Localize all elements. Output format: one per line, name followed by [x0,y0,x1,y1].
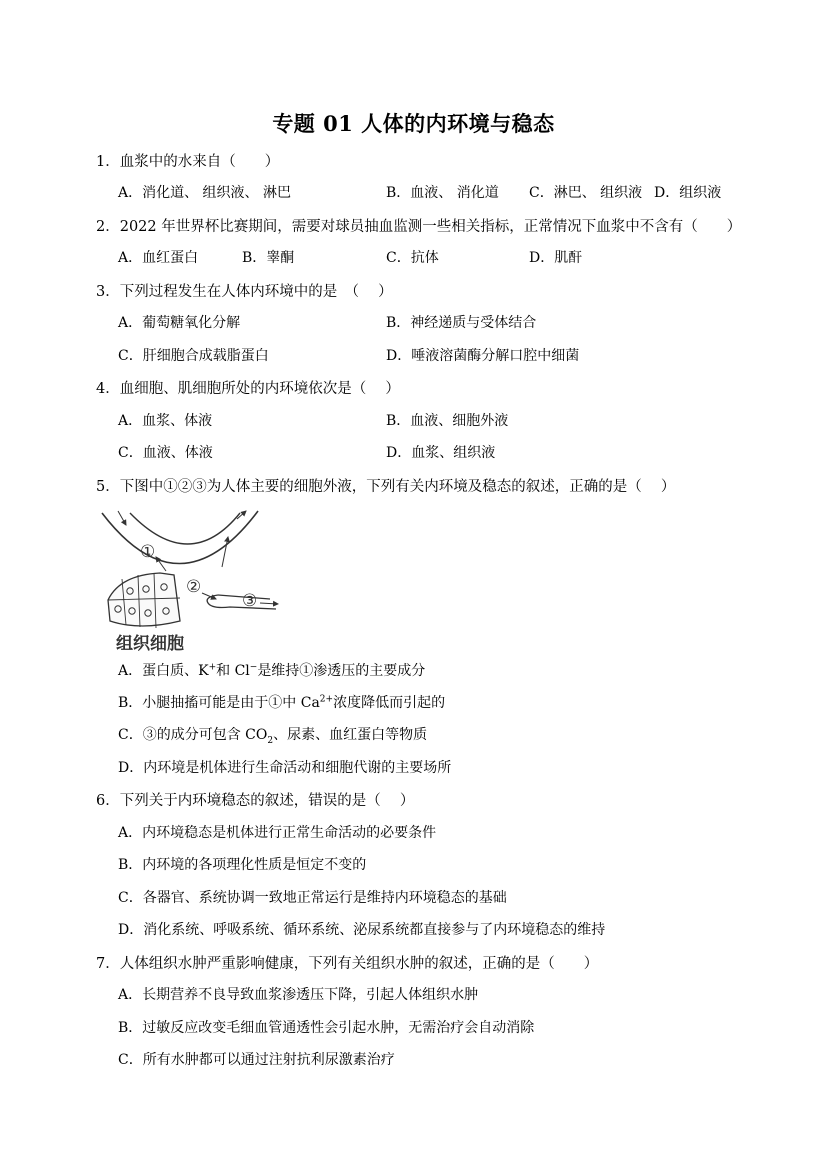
question-6-stem: 6．下列关于内环境稳态的叙述，错误的是（ ） [96,793,415,809]
q6-option-b: B．内环境的各项理化性质是恒定不变的 [118,857,367,873]
q6-option-d: D．消化系统、呼吸系统、循环系统、泌尿系统都直接参与了内环境稳态的维持 [118,922,606,938]
q2-option-b: B．睾酮 [242,250,295,266]
q4-option-b: B．血液、细胞外液 [386,413,509,429]
question-2-stem: 2．2022 年世界杯比赛期间，需要对球员抽血监测一些相关指标，正常情况下血浆中不含有（ ） [96,219,742,235]
question-3-stem: 3．下列过程发生在人体内环境中的是 （ ） [96,284,393,300]
q2-option-c: C．抗体 [386,250,439,266]
question-1-stem: 1．血浆中的水来自（ ） [96,154,280,170]
q7-option-c: C．所有水肿都可以通过注射抗利尿激素治疗 [118,1052,395,1068]
question-4-stem: 4．血细胞、肌细胞所处的内环境依次是（ ） [96,381,400,397]
q1-option-b: B．血液、 消化道 [386,185,499,201]
q4-option-c: C．血液、体液 [118,445,213,461]
mark-2: ② [186,577,202,597]
q6-option-c: C．各器官、系统协调一致地正常运行是维持内环境稳态的基础 [118,890,507,906]
q4-option-d: D．血浆、组织液 [386,445,496,461]
q5-option-a: A．蛋白质、K+和 Cl−是维持①渗透压的主要成分 [118,662,426,679]
q7-option-a: A．长期营养不良导致血浆渗透压下降，引起人体组织水肿 [118,987,479,1003]
q5-option-d: D．内环境是机体进行生命活动和细胞代谢的主要场所 [118,760,452,776]
q1-option-d: D．组织液 [654,185,722,201]
q3-option-b: B．神经递质与受体结合 [386,315,537,331]
q6-option-a: A．内环境稳态是机体进行正常生命活动的必要条件 [118,825,437,841]
q5-option-c: C．③的成分可包含 $CO_2$、尿素、血红蛋白等物质 [118,727,428,746]
question-7-stem: 7．人体组织水肿严重影响健康，下列有关组织水肿的叙述，正确的是（ ） [96,956,599,972]
q1-option-c: C．淋巴、 组织液 [529,185,643,201]
q7-option-b: B．过敏反应改变毛细血管通透性会引起水肿，无需治疗会自动消除 [118,1020,535,1036]
page-title: 专题 01 人体的内环境与稳态 [272,111,555,136]
question-5-stem: 5．下图中①②③为人体主要的细胞外液，下列有关内环境及稳态的叙述，正确的是（ ） [96,479,676,495]
q2-option-a: A．血红蛋白 [118,250,199,266]
q4-option-a: A．血浆、体液 [118,413,213,429]
mark-1: ① [140,542,156,562]
mark-3: ③ [242,591,258,611]
q3-option-d: D．唾液溶菌酶分解口腔中细菌 [386,348,580,364]
q3-option-a: A．葡萄糖氧化分解 [118,315,241,331]
q1-option-a: A．消化道、 组织液、 淋巴 [118,185,292,201]
q3-option-c: C．肝细胞合成载脂蛋白 [118,348,269,364]
q2-option-d: D．肌酐 [529,250,583,266]
tissue-cell-label: 组织细胞 [116,634,184,654]
q5-option-b: B．小腿抽搐可能是由于①中 $Ca^{2+}$浓度降低而引起的 [118,694,446,711]
